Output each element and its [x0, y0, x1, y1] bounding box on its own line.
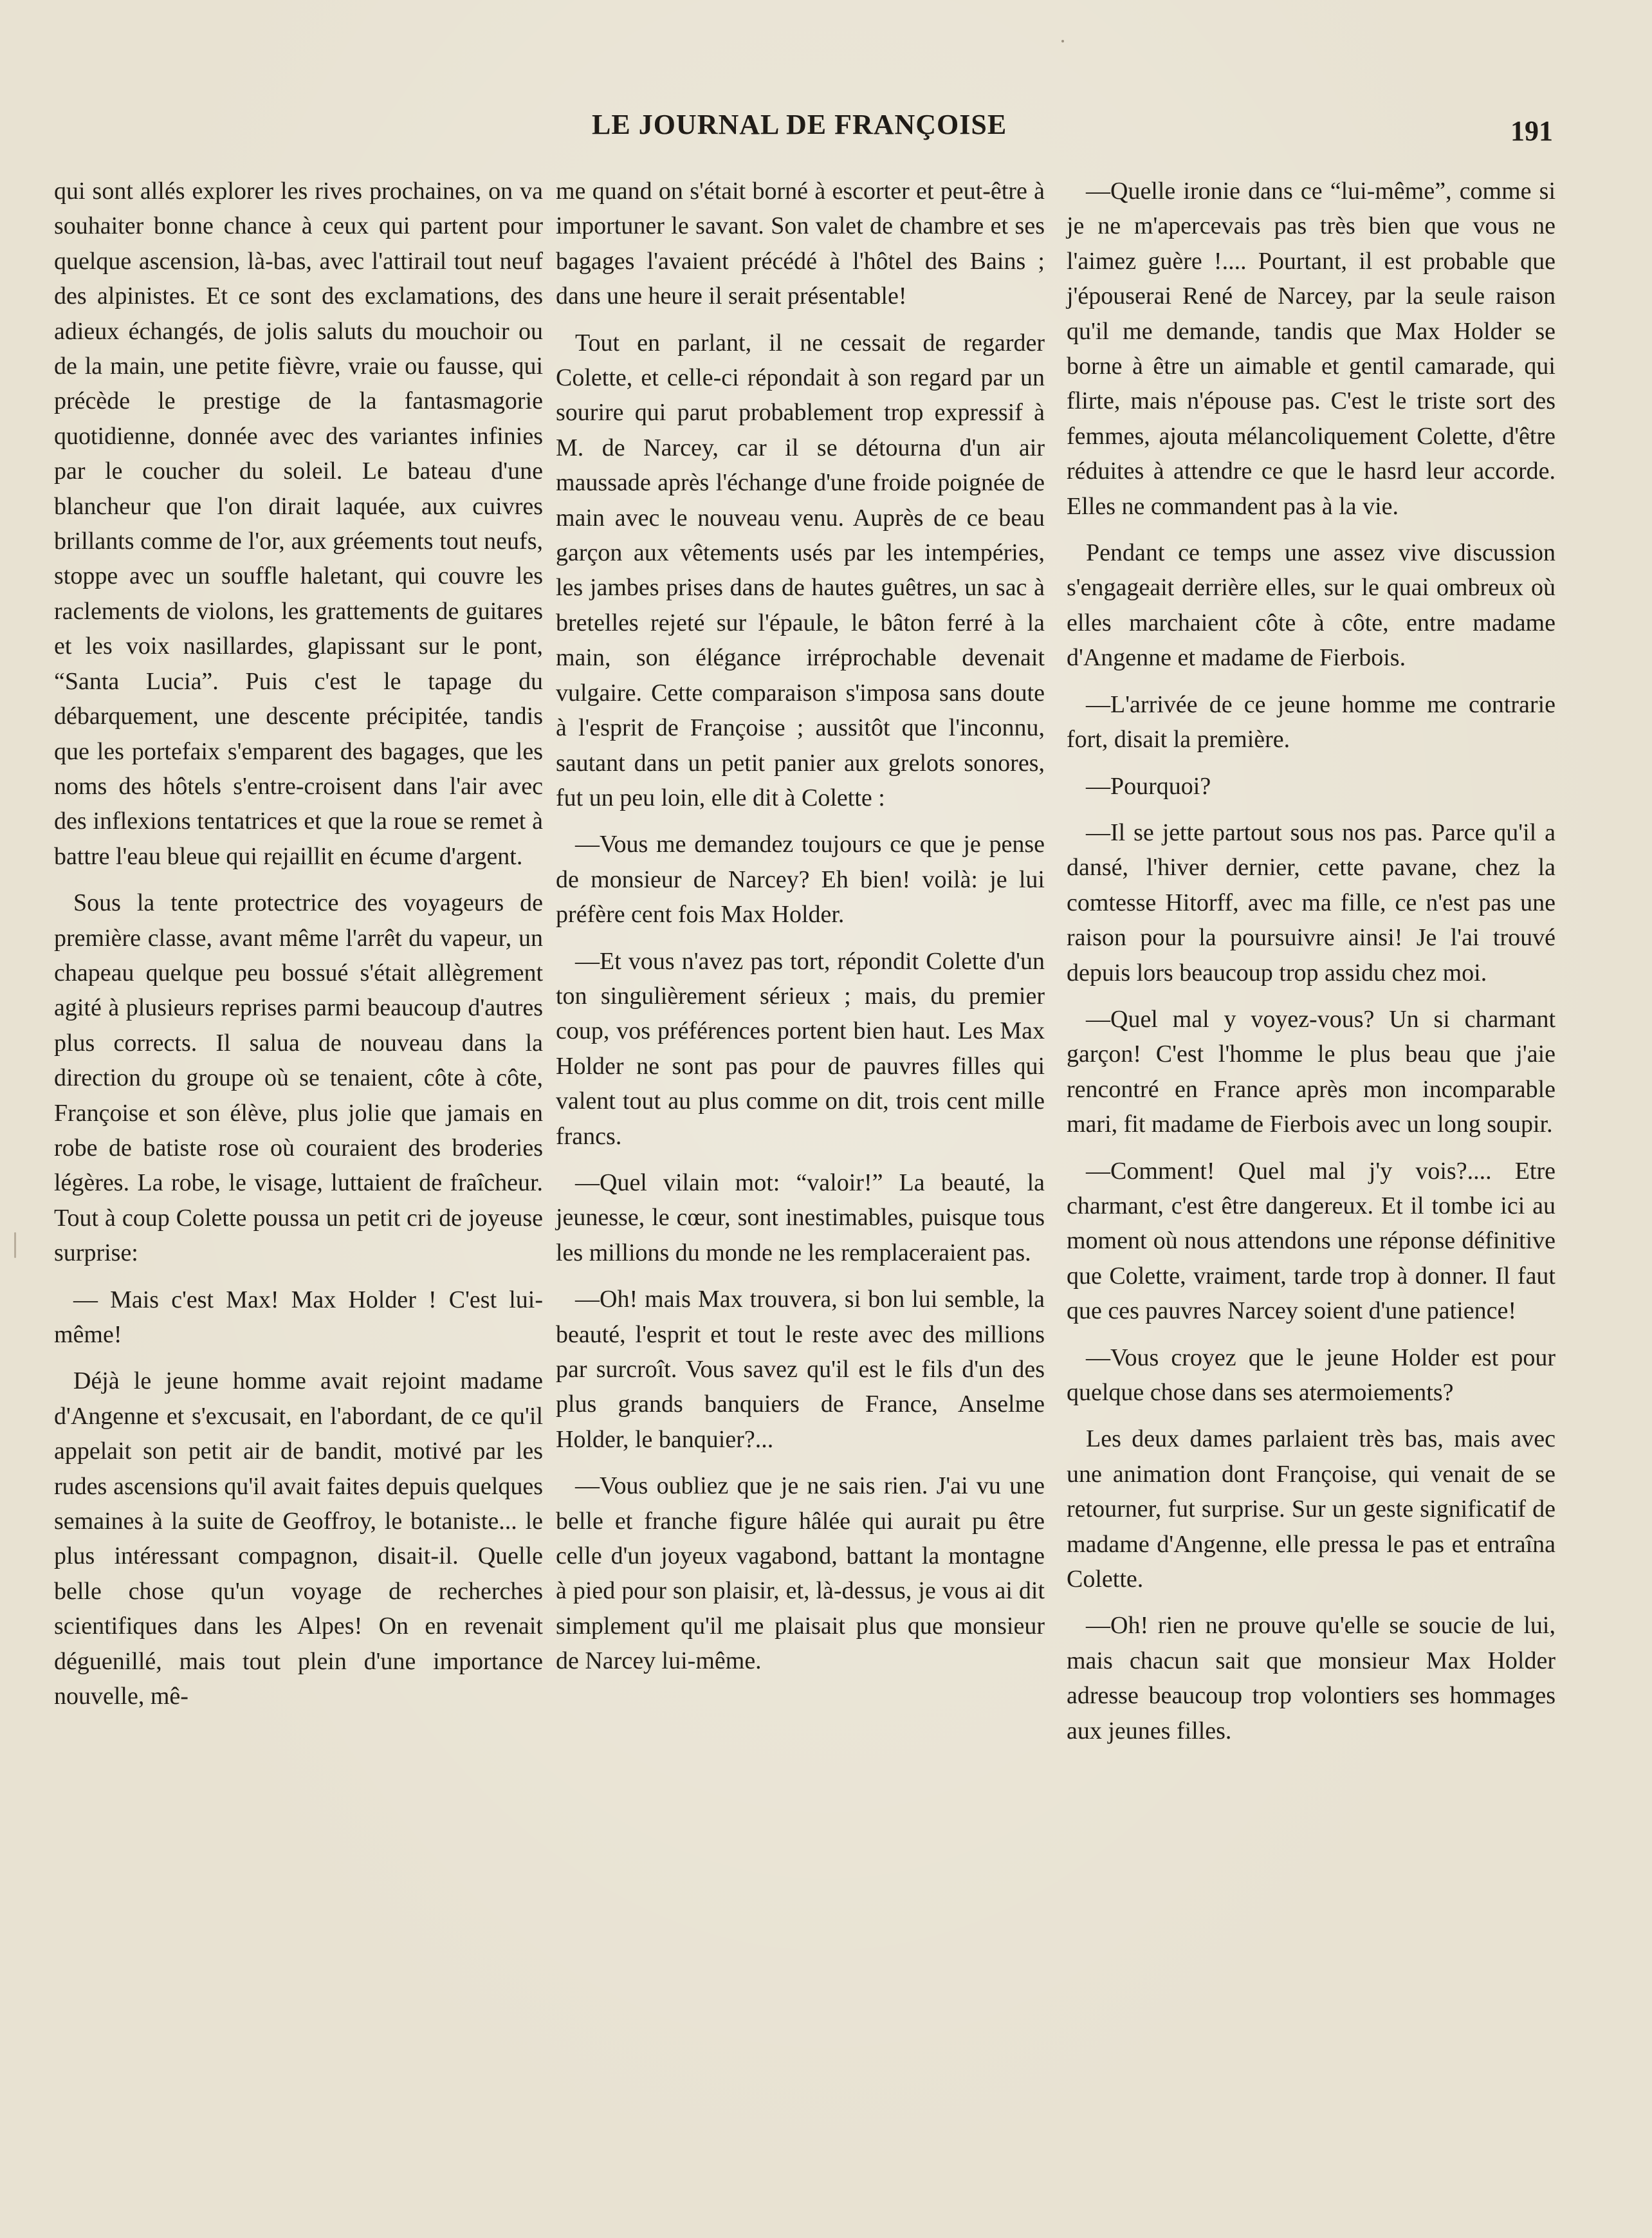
paragraph: —Vous oubliez que je ne sais rien. J'ai vu une belle et franche figure hâlée qui aurait pu être celle d'un joyeux vagabond, battant la montagne à pied pour son plaisir, et, là-dessus, je vous ai dit simplement qu'il me plaisait plus que monsieur de Narcey lui-même.: [556, 1472, 1045, 1675]
running-head: [0, 108, 1652, 147]
paragraph: qui sont allés explorer les rives prochaines, on va souhaiter bonne chance à ceux qui partent pour quelque ascension, là-bas, avec l'attirail tout neuf des alpinistes. Et ce sont des exclamations, des adieux échangés, de jolis saluts du mouchoir ou de la main, une petite fièvre, vraie ou fausse, qui précède le prestige de la fantasmagorie quotidienne, donnée avec des variantes infinies par le coucher du soleil. Le bateau d'une blancheur que l'on dirait laquée, aux cuivres brillants comme de l'or, aux gréements tout neufs, stoppe avec un souffle haletant, qui couvre les raclements de violons, les grattements de guitares et les voix nasillardes, glapissant sur le pont, “Santa Lucia”. Puis c'est le tapage du débarquement, une descente précipitée, tandis que les portefaix s'emparent des bagages, que les noms des hôtels s'entre-croisent dans l'air avec des inflexions tentatrices et que la roue se remet à battre l'eau bleue qui rejaillit en écume d'argent.: [54, 178, 543, 870]
page-number: 191: [1510, 115, 1553, 147]
text-column-3: [1067, 174, 1556, 1760]
paper-speck: [1061, 40, 1064, 42]
paragraph: —Et vous n'avez pas tort, répondit Colette d'un ton singulièrement sérieux ; mais, du premier coup, vos préférences portent bien haut. Les Max Holder ne sont pas pour de pauvres filles qui valent tout au plus comme on dit, trois cent mille francs.: [556, 947, 1045, 1150]
paragraph: me quand on s'était borné à escorter et peut-être à importuner le savant. Son valet de chambre et ses bagages l'avaient précédé à l'hôtel des Bains ; dans une heure il serait présentable!: [556, 178, 1045, 310]
paragraph: —Quelle ironie dans ce “lui-même”, comme si je ne m'apercevais pas très bien que vous ne l'aimez guère !.... Pourtant, il est probable que j'épouserai René de Narcey, par la seule raison qu'il me demande, tandis que Max Holder se borne à être un aimable et gentil camarade, qui flirte, mais n'épouse pas. C'est le triste sort des femmes, ajouta mélancoliquement Colette, d'être réduites à attendre ce que le hasrd leur accorde. Elles ne commandent pas à la vie.: [1067, 178, 1556, 520]
text-column-1: [54, 174, 543, 1725]
paragraph: Tout en parlant, il ne cessait de regarder Colette, et celle-ci répondait à son regard par un sourire qui parut probablement trop expressif à M. de Narcey, car il se détourna d'un air maussade après l'échange d'une froide poignée de main avec le nouveau venu. Auprès de ce beau garçon aux vêtements usés par les intempéries, les jambes prises dans de hautes guêtres, un sac à bretelles rejeté sur l'épaule, le bâton ferré à la main, son élégance irréprochable devenait vulgaire. Cette comparaison s'imposa sans doute à l'esprit de Françoise ; aussitôt que l'inconnu, sautant dans un petit panier aux grelots sonores, fut un peu loin, elle dit à Colette :: [556, 329, 1045, 811]
paragraph: —Vous croyez que le jeune Holder est pour quelque chose dans ses atermoiements?: [1067, 1344, 1556, 1406]
paragraph: —L'arrivée de ce jeune homme me contrarie fort, disait la première.: [1067, 690, 1556, 754]
text-column-2: [556, 174, 1045, 1690]
paragraph: —Vous me demandez toujours ce que je pense de monsieur de Narcey? Eh bien! voilà: je lui préfère cent fois Max Holder.: [556, 831, 1045, 929]
paragraph: Sous la tente protectrice des voyageurs de première classe, avant même l'arrêt du vapeur, un chapeau quelque peu bossué s'était allègrement agité à plusieurs reprises parmi beaucoup d'autres plus corrects. Il salua de nouveau dans la direction du groupe où se tenaient, côte à côte, Françoise et son élève, plus jolie que jamais en robe de batiste rose où couraient des broderies légères. La robe, le visage, luttaient de fraîcheur. Tout à coup Colette poussa un petit cri de joyeuse surprise:: [54, 889, 543, 1267]
paragraph: —Comment! Quel mal j'y vois?.... Etre charmant, c'est être dangereux. Et il tombe ici au moment où nous attendons une réponse définitive que Colette, vraiment, tarde trop à donner. Il faut que ces pauvres Narcey soient d'une patience!: [1067, 1157, 1556, 1325]
paragraph: —Il se jette partout sous nos pas. Parce qu'il a dansé, l'hiver dernier, cette pavane, chez la comtesse Hitorff, avec ma fille, ce n'est pas une raison pour la poursuivre ainsi! Je l'ai trouvé depuis lors beaucoup trop assidu chez moi.: [1067, 818, 1556, 986]
paragraph: —Quel mal y voyez-vous? Un si charmant garçon! C'est l'homme le plus beau que j'aie rencontré en France après mon incomparable mari, fit madame de Fierbois avec un long soupir.: [1067, 1005, 1556, 1138]
paragraph: —Pourquoi?: [1086, 772, 1211, 800]
journal-title: LE JOURNAL DE FRANÇOISE: [592, 109, 1007, 140]
paper-speck: [14, 1232, 16, 1258]
paragraph: — Mais c'est Max! Max Holder ! C'est lui-même!: [54, 1286, 543, 1348]
paragraph: Les deux dames parlaient très bas, mais avec une animation dont Françoise, qui venait de se retourner, fut surprise. Sur un geste significatif de madame d'Angenne, elle pressa le pas et entraîna Colette.: [1067, 1425, 1556, 1593]
paragraph: —Oh! mais Max trouvera, si bon lui semble, la beauté, l'esprit et tout le reste avec des millions par surcroît. Vous savez qu'il est le fils d'un des plus grands banquiers de France, Anselme Holder, le banquier?...: [556, 1286, 1045, 1453]
paragraph: —Oh! rien ne prouve qu'elle se soucie de lui, mais chacun sait que monsieur Max Holder adresse beaucoup trop volontiers ses hommages aux jeunes filles.: [1067, 1612, 1556, 1744]
paragraph: —Quel vilain mot: “valoir!” La beauté, la jeunesse, le cœur, sont inestimables, puisque tous les millions du monde ne les remplaceraient pas.: [556, 1169, 1045, 1266]
paragraph: Déjà le jeune homme avait rejoint madame d'Angenne et s'excusait, en l'abordant, de ce qu'il appelait son petit air de bandit, motivé par les rudes ascensions qu'il avait faites depuis quelques semaines à la suite de Geoffroy, le botaniste... le plus intéressant compagnon, disait-il. Quelle belle chose qu'un voyage de recherches scientifiques dans les Alpes! On en revenait déguenillé, mais tout plein d'une importance nouvelle, mê-: [54, 1367, 543, 1710]
paragraph: Pendant ce temps une assez vive discussion s'engageait derrière elles, sur le quai ombreux où elles marchaient côte à côte, entre madame d'Angenne et madame de Fierbois.: [1067, 539, 1556, 672]
